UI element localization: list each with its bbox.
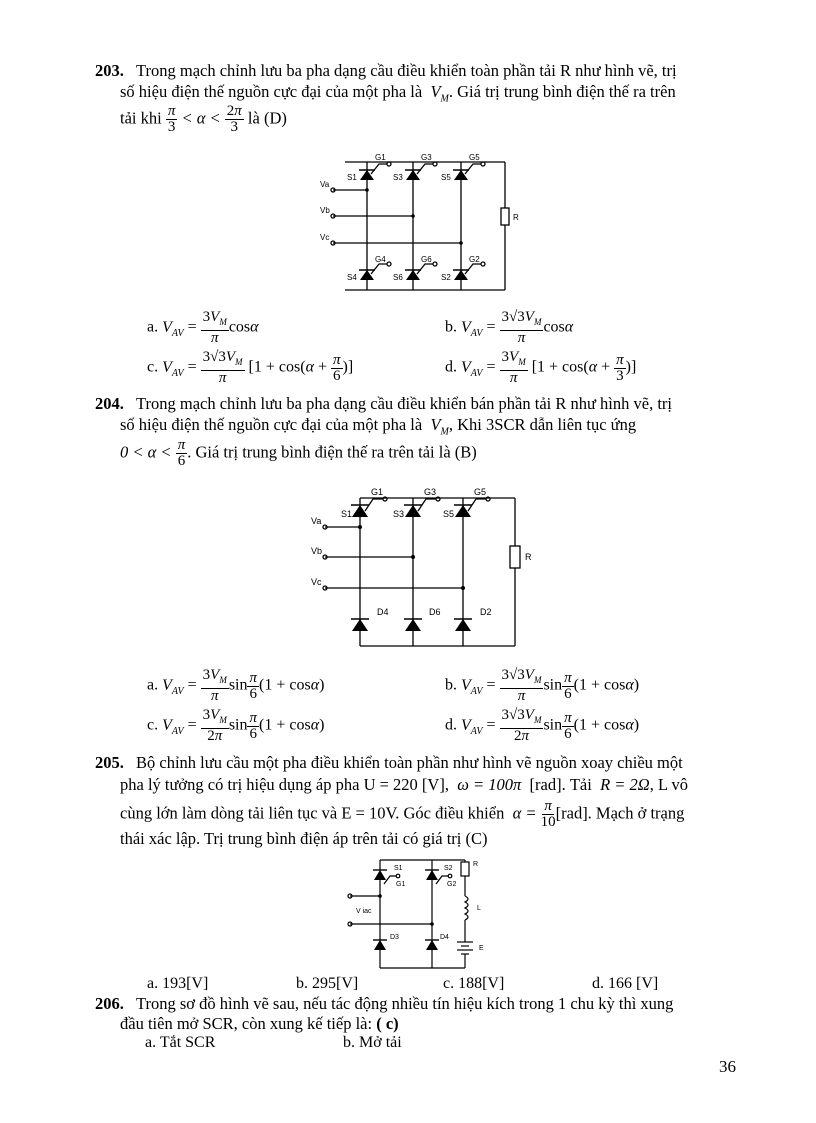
svg-text:G4: G4: [375, 255, 386, 264]
svg-text:G6: G6: [421, 255, 432, 264]
svg-text:L: L: [477, 905, 481, 912]
svg-text:S3: S3: [393, 173, 403, 182]
q205-line3: cùng lớn làm dòng tải liên tục và E = 10V. Góc điều khiển α = $\frac{\pi}{10}$ [rad]. Mạch ở trạng: [120, 798, 685, 830]
q205-option-c: c. 188[V]: [443, 975, 505, 992]
q205-option-b: b. 295[V]: [296, 975, 359, 992]
svg-text:S2: S2: [444, 865, 453, 872]
q205-line1: 205. Bộ chỉnh lưu cầu một pha điều khiển toàn phần như hình vẽ nguồn xoay chiều một: [95, 753, 683, 772]
q204-option-c: c. $V_{AV}$ = $\frac{3V_M}{2\pi}$ sin $\frac{\pi}{6}$ (1 + cosα): [147, 707, 325, 744]
q206-line1: 206. Trong sơ đồ hình vẽ sau, nếu tác động nhiều tín hiệu kích trong 1 chu kỳ thì xung: [95, 994, 674, 1013]
svg-text:S5: S5: [443, 509, 455, 519]
q205-line2: pha lý tưởng có trị hiệu dụng áp pha U = 220 [V], ω = 100π [rad]. Tải R = 2Ω, L vô: [120, 775, 689, 794]
svg-text:S3: S3: [393, 509, 405, 519]
svg-text:Vc: Vc: [311, 577, 322, 587]
svg-text:D3: D3: [390, 934, 399, 941]
svg-text:G5: G5: [469, 153, 480, 162]
svg-text:Vb: Vb: [320, 206, 330, 215]
q203-line1: 203. Trong mạch chỉnh lưu ba pha dạng cầu điều khiển toàn phần tải R như hình vẽ, trị: [95, 61, 677, 80]
svg-text:G2: G2: [469, 255, 480, 264]
svg-text:G1: G1: [375, 153, 386, 162]
svg-text:S2: S2: [441, 273, 451, 282]
q204-option-a: a. $V_{AV}$ = $\frac{3V_M}{\pi}$ sin $\frac{\pi}{6}$ (1 + cosα): [147, 667, 325, 704]
svg-text:R: R: [513, 213, 519, 222]
q206-line2: đầu tiên mở SCR, còn xung kế tiếp là: ( c): [120, 1014, 399, 1033]
q205-line4: thái xác lập. Trị trung bình điện áp trên tải có giá trị (C): [120, 829, 488, 848]
q203-option-a: a. $V_{AV}$ = $\frac{3V_M}{\pi}$ cosα: [147, 309, 259, 346]
page-number: 36: [719, 1057, 736, 1076]
svg-text:S1: S1: [341, 509, 353, 519]
q204-line1: 204. Trong mạch chỉnh lưu ba pha dạng cầu điều khiển bán phần tải R như hình vẽ, trị: [95, 394, 673, 413]
q205-option-a: a. 193[V]: [147, 975, 209, 992]
svg-text:S1: S1: [347, 173, 357, 182]
q203-option-b: b. $V_{AV}$ = $\frac{3√3V_M}{\pi}$ cosα: [445, 309, 574, 346]
svg-text:E: E: [479, 945, 484, 952]
svg-text:Vc: Vc: [320, 233, 330, 242]
q203-line3: tải khi $\frac{\pi}{3}$ < α < $\frac{2\pi}{3}$ là (D): [120, 103, 287, 135]
svg-text:G1: G1: [371, 487, 384, 497]
svg-text:G3: G3: [421, 153, 432, 162]
svg-text:D6: D6: [429, 607, 441, 617]
svg-text:V iac: V iac: [356, 908, 372, 915]
svg-text:R: R: [525, 552, 532, 562]
svg-text:S5: S5: [441, 173, 451, 182]
q203-number: 203.: [95, 61, 124, 80]
q203-option-d: d. $V_{AV}$ = $\frac{3V_M}{\pi}$ [1 + cos(α + $\frac{\pi}{3}$ )]: [445, 349, 637, 386]
q203-option-c: c. $V_{AV}$ = $\frac{3√3V_M}{\pi}$ [1 + cos(α + $\frac{\pi}{6}$ )]: [147, 349, 354, 386]
svg-text:G5: G5: [474, 487, 487, 497]
svg-text:Va: Va: [320, 180, 330, 189]
svg-text:D2: D2: [480, 607, 492, 617]
q206-option-b: b. Mở tải: [343, 1034, 402, 1051]
q206-answer: ( c): [376, 1014, 399, 1033]
svg-text:S1: S1: [394, 865, 403, 872]
svg-text:S6: S6: [393, 273, 403, 282]
svg-text:G2: G2: [447, 881, 457, 888]
svg-text:Vb: Vb: [311, 546, 323, 556]
q204-line2: số hiệu điện thế nguồn cực đại của một pha là $V_M$, Khi 3SCR dẫn liên tục ứng: [120, 415, 637, 438]
q205-circuit: [340, 850, 490, 975]
q205-option-d: d. 166 [V]: [592, 975, 659, 992]
svg-text:D4: D4: [377, 607, 389, 617]
q203-line2: số hiệu điện thế nguồn cực đại của một pha là $V_M$. Giá trị trung bình điện thế ra trên: [120, 82, 676, 105]
q206-option-a: a. Tắt SCR: [145, 1034, 216, 1051]
svg-text:G1: G1: [396, 881, 406, 888]
svg-text:D4: D4: [440, 934, 449, 941]
q204-circuit: [305, 483, 535, 653]
q204-line3: 0 < α < $\frac{\pi}{6}$ . Giá trị trung bình điện thế ra trên tải là (B): [120, 437, 477, 469]
q204-option-b: b. $V_{AV}$ = $\frac{3√3V_M}{\pi}$ sin $\frac{\pi}{6}$ (1 + cosα): [445, 667, 640, 704]
svg-text:G3: G3: [424, 487, 437, 497]
q203-circuit: [315, 150, 519, 295]
svg-text:R: R: [473, 861, 479, 868]
svg-text:S4: S4: [347, 273, 357, 282]
q204-option-d: d. $V_{AV}$ = $\frac{3√3V_M}{2\pi}$ sin $\frac{\pi}{6}$ (1 + cosα): [445, 707, 640, 744]
svg-text:Va: Va: [311, 516, 322, 526]
